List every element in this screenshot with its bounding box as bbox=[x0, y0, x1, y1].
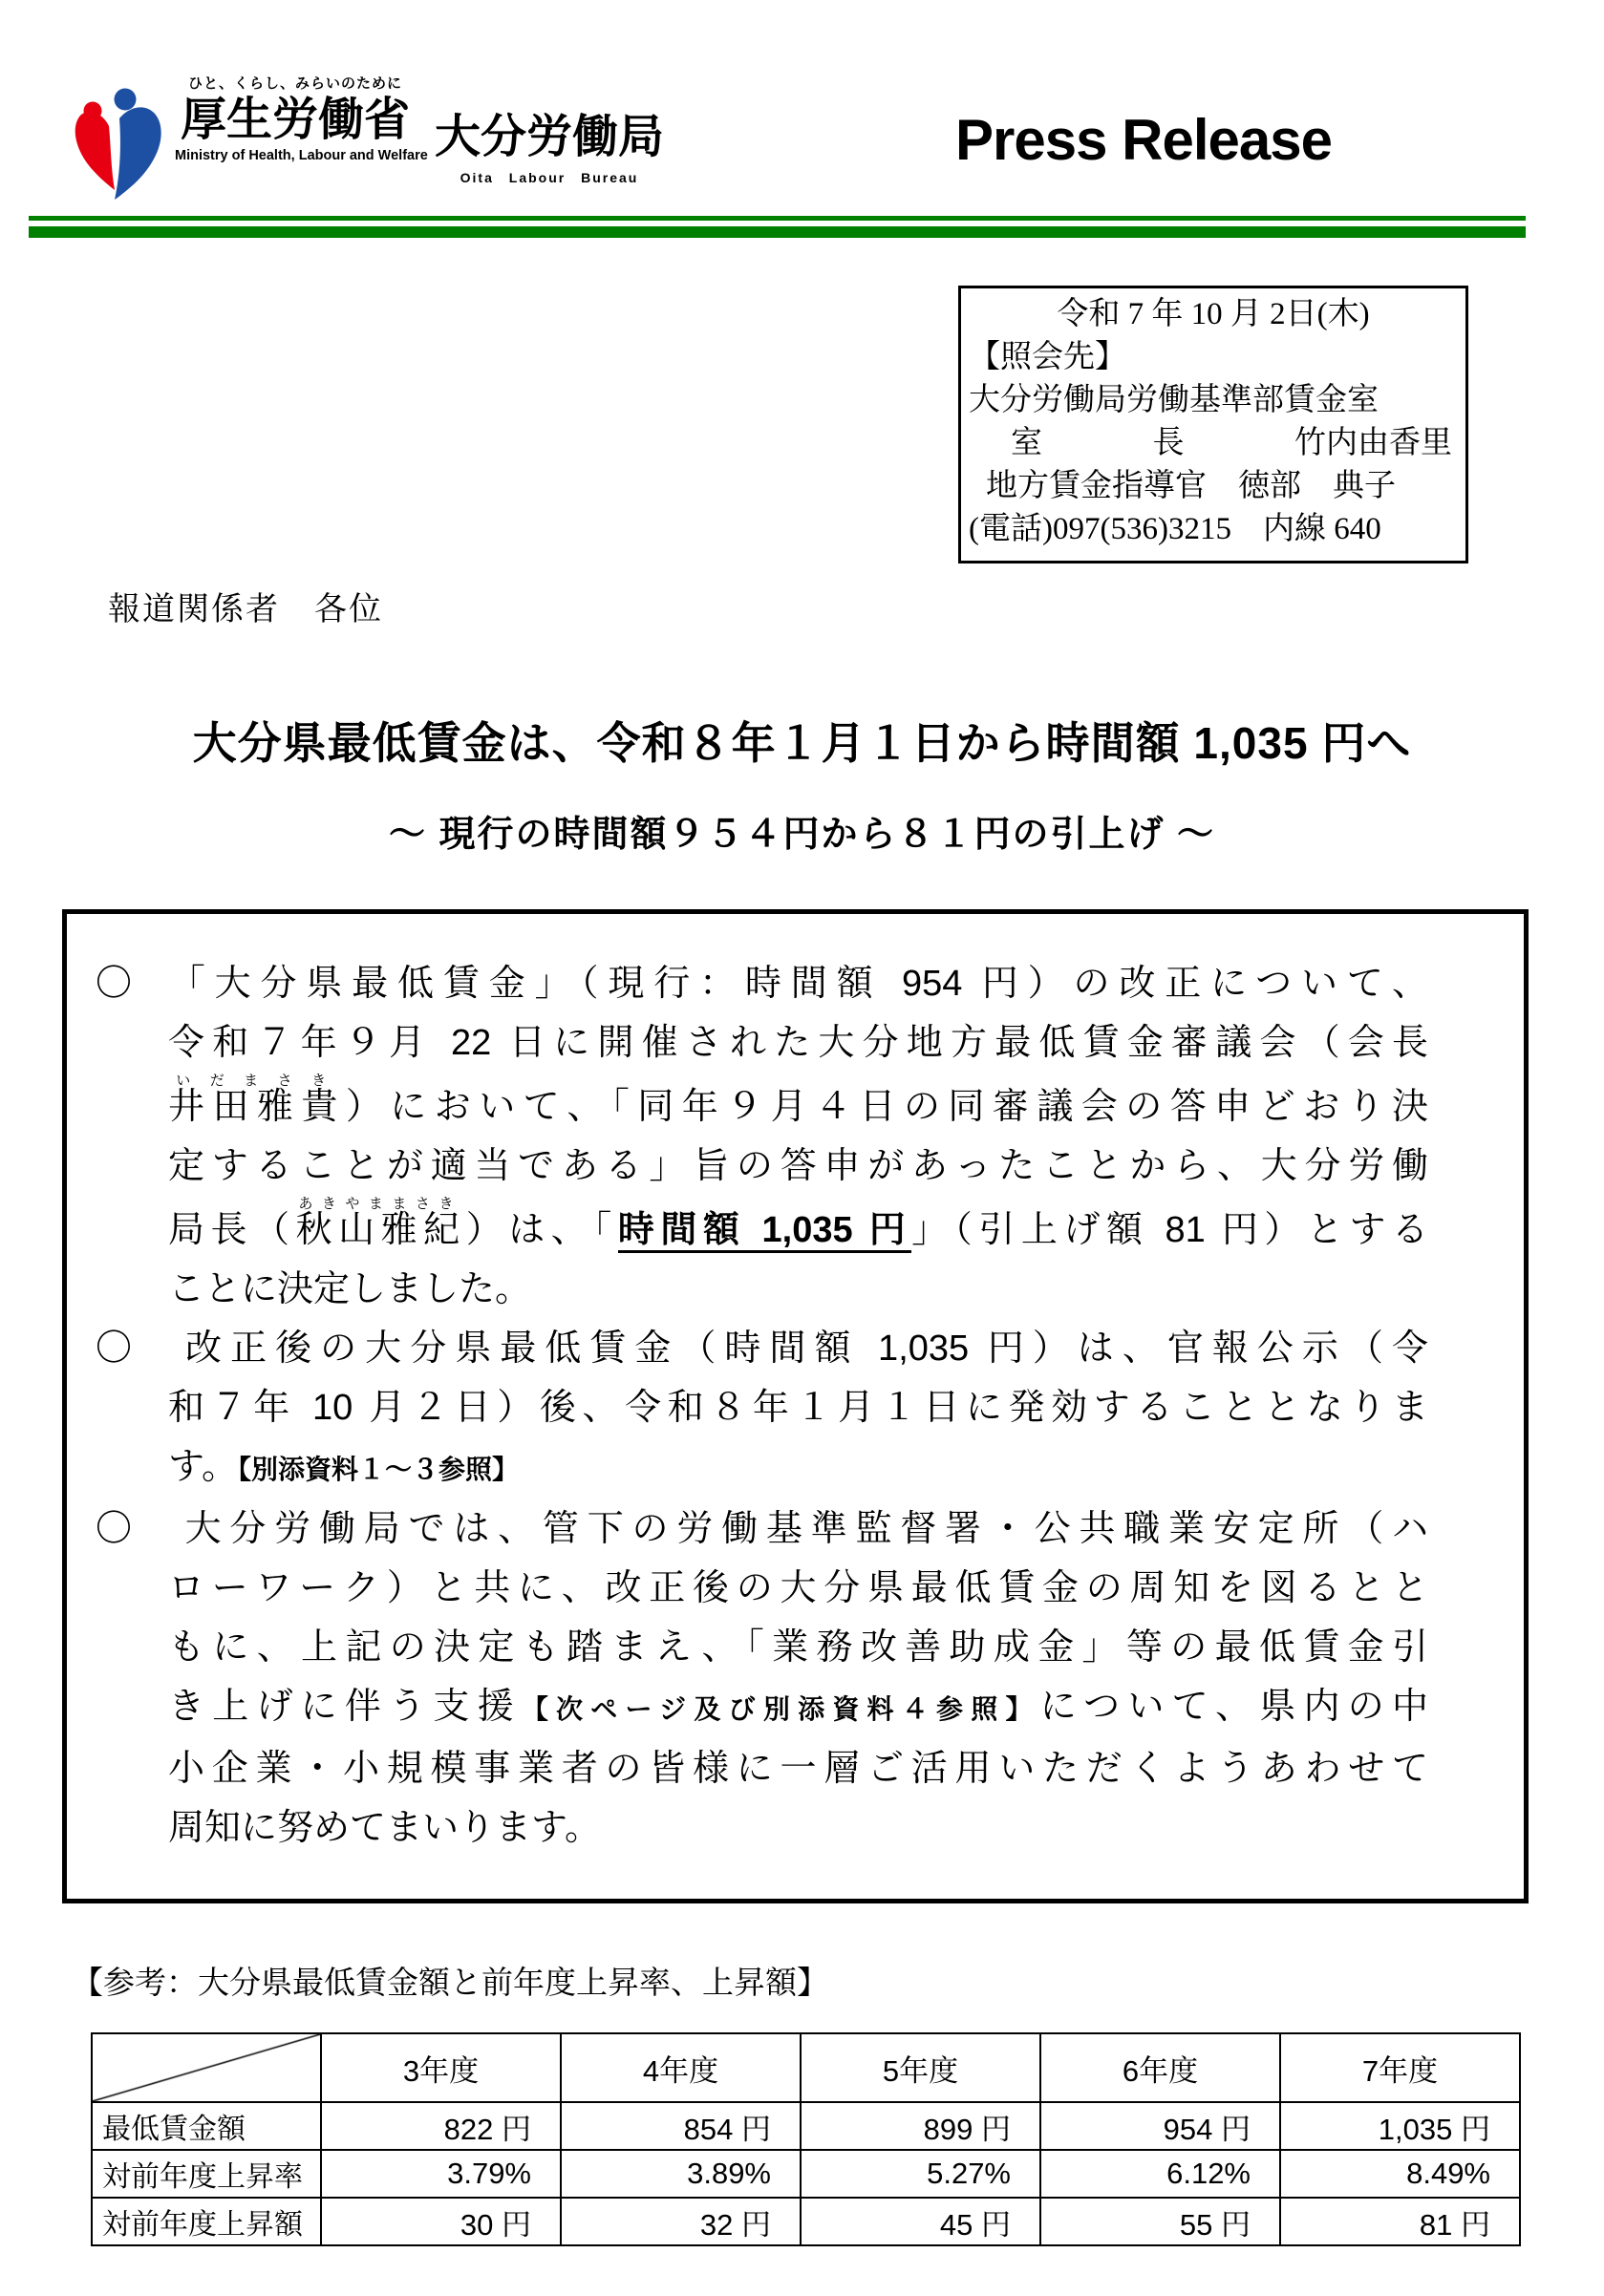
col-header-year3: 3年度 bbox=[321, 2033, 561, 2102]
body-line: 井田雅貴いだまさき）において、「同年９月４日の同審議会の答申どおり決 bbox=[168, 1073, 1428, 1127]
col-header-year5: 5年度 bbox=[801, 2033, 1040, 2102]
body-line: ローワーク）と共に、改正後の大分県最低賃金の周知を図るとと bbox=[168, 1568, 1428, 1608]
body-line: 小企業・小規模事業者の皆様に一層ご活用いただくようあわせて bbox=[168, 1749, 1428, 1789]
body-line: 〇 大分労働局では、管下の労働基準監督署・公共職業安定所（ハ bbox=[96, 1509, 1428, 1549]
attachment-note-2: 【次ページ及び別添資料４参照】 bbox=[521, 1694, 1040, 1724]
body-line: 周知に努めてまいります。 bbox=[168, 1808, 601, 1848]
col-header-year6: 6年度 bbox=[1040, 2033, 1280, 2102]
body-line: 〇 改正後の大分県最低賃金（時間額 1,035 円）は、官報公示（令 bbox=[96, 1329, 1428, 1369]
contact-office: 大分労働局労働基準部賃金室 bbox=[969, 383, 1379, 417]
table-row-increase-amount: 対前年度上昇額 30 円 32 円 45 円 55 円 81 円 bbox=[92, 2198, 1520, 2245]
diagonal-corner-cell bbox=[92, 2033, 321, 2102]
addressee: 報道関係者 各位 bbox=[108, 591, 383, 627]
col-header-year4: 4年度 bbox=[561, 2033, 801, 2102]
table-row-minimum-wage: 最低賃金額 822 円 854 円 899 円 954 円 1,035 円 bbox=[92, 2102, 1520, 2150]
press-release-heading: Press Release bbox=[955, 108, 1332, 172]
body-line: もに、上記の決定も踏まえ、「業務改善助成金」等の最低賃金引 bbox=[168, 1627, 1428, 1668]
table-row-increase-rate: 対前年度上昇率 3.79% 3.89% 5.27% 6.12% 8.49% bbox=[92, 2150, 1520, 2198]
reference-table bbox=[91, 2032, 1521, 2246]
highlighted-wage-amount: 時間額 1,035 円 bbox=[618, 1210, 911, 1253]
contact-chief-line bbox=[969, 422, 1458, 465]
attachment-note-1: 【別添資料１～３参照】 bbox=[237, 1455, 519, 1484]
chief-title-1: 室 bbox=[1011, 426, 1042, 460]
chief-title-2: 長 bbox=[1152, 426, 1185, 460]
contact-advisor-line: 地方賃金指導官 徳部 典子 bbox=[986, 469, 1396, 503]
header-divider bbox=[29, 216, 1526, 238]
body-line: す。【別添資料１～３参照】 bbox=[168, 1447, 519, 1487]
ministry-name-en: Ministry of Health, Labour and Welfare bbox=[175, 148, 428, 163]
body-line: ことに決定しました。 bbox=[168, 1269, 532, 1309]
body-line: き上げに伴う支援【次ページ及び別添資料４参照】について、県内の中 bbox=[168, 1687, 1428, 1727]
body-line: 定することが適当である」旨の答申があったことから、大分労働 bbox=[168, 1146, 1428, 1186]
page-subtitle: ～ 現行の時間額９５４円から８１円の引上げ ～ bbox=[388, 815, 1216, 855]
ministry-logo-block bbox=[175, 73, 428, 163]
reference-heading: 【参考：大分県最低賃金額と前年度上昇率、上昇額】 bbox=[72, 1965, 828, 2000]
furigana-akiyama-masaki: 秋山雅紀あきやままさき bbox=[295, 1196, 466, 1250]
col-header-year7: 7年度 bbox=[1280, 2033, 1520, 2102]
furigana-ida-masaki: 井田雅貴いだまさき bbox=[168, 1073, 346, 1127]
body-line: 局長（秋山雅紀あきやままさき）は、「時間額 1,035 円」（引上げ額 81 円）とする bbox=[96, 1196, 1428, 1260]
body-line: 令和７年９月 22 日に開催された大分地方最低賃金審議会（会長 bbox=[168, 1023, 1428, 1063]
inquiry-label: 【照会先】 bbox=[969, 340, 1126, 374]
main-body-box bbox=[62, 909, 1529, 1903]
ministry-tagline: ひと、くらし、みらいのために bbox=[187, 75, 402, 92]
bureau-logo-block bbox=[435, 113, 664, 185]
body-line: 和７年 10 月２日）後、令和８年１月１日に発効することとなりま bbox=[168, 1388, 1428, 1428]
chief-name: 竹内由香里 bbox=[1294, 426, 1452, 460]
page-title: 大分県最低賃金は、令和８年１月１日から時間額 1,035 円へ bbox=[192, 718, 1412, 768]
mhlw-logo-icon bbox=[67, 76, 164, 202]
divider-thick-line bbox=[29, 226, 1526, 238]
bureau-name-en: Oita Labour Bureau bbox=[460, 170, 639, 185]
ministry-name: 厚生労働省 bbox=[180, 95, 410, 145]
table-header-row bbox=[92, 2033, 1520, 2102]
contact-info-box bbox=[958, 286, 1468, 563]
body-line: 〇 「大分県最低賃金」（現行：時間額 954 円）の改正について、 bbox=[96, 964, 1428, 1004]
contact-phone-line: (電話)097(536)3215 内線 640 bbox=[969, 512, 1381, 546]
bureau-name: 大分労働局 bbox=[435, 112, 665, 162]
release-date: 令和 7 年 10 月 2日(木) bbox=[1057, 297, 1370, 331]
